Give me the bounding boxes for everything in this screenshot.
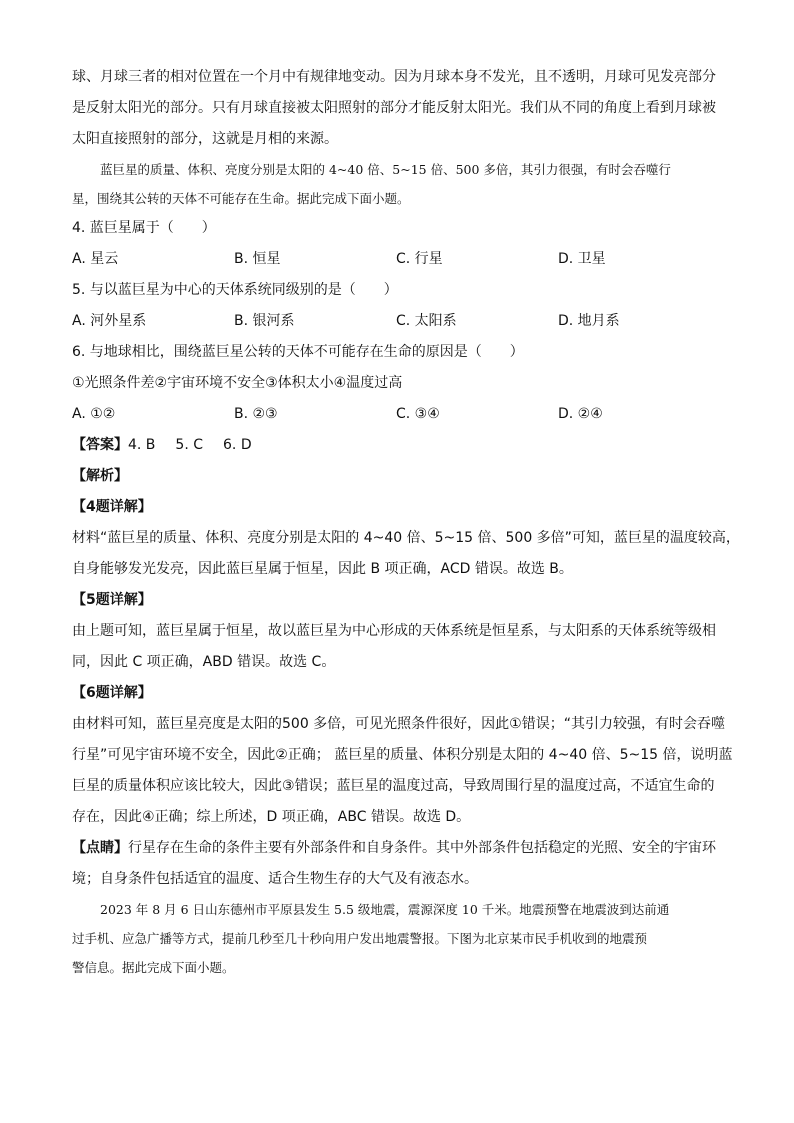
- option-row: [72, 244, 722, 275]
- comment-text: 行星存在生命的条件主要有外部条件和自身条件。其中外部条件包括稳定的光照、安全的宇宙环: [128, 840, 716, 856]
- option-d: D. ②④: [558, 406, 603, 422]
- material-paragraph-1: [72, 155, 722, 213]
- option-c: C. 太阳系: [396, 313, 457, 329]
- detail-line: 存在，因此④正确；综上所述，D 项正确，ABC 错误。故选 D。: [72, 809, 471, 825]
- option-c: C. ③④: [396, 406, 440, 422]
- detail-line: 材料“蓝巨星的质量、体积、亮度分别是太阳的 4~40 倍、5~15 倍、500 多倍”可知，蓝巨星的温度较高，: [72, 530, 740, 546]
- question-stem: 4. 蓝巨星属于（ ）: [72, 220, 216, 236]
- document-page: [72, 62, 740, 982]
- detail-4: [72, 492, 740, 585]
- question-stem: 6. 与地球相比，围绕蓝巨星公转的天体不可能存在生命的原因是（ ）: [72, 344, 524, 360]
- intro-paragraph: [72, 62, 722, 155]
- option-a: A. 星云: [72, 251, 119, 267]
- material-line: 警信息。据此完成下面小题。: [72, 960, 235, 975]
- option-d: D. 卫星: [558, 251, 606, 267]
- analysis-tag: 【解析】: [72, 468, 128, 484]
- option-d: D. 地月系: [558, 313, 620, 329]
- material-line: 星，围绕其公转的天体不可能存在生命。据此完成下面小题。: [72, 191, 410, 206]
- option-row: [72, 399, 722, 430]
- option-row: [72, 306, 722, 337]
- intro-line: 是反射太阳光的部分。只有月球直接被太阳照射的部分才能反射太阳光。我们从不同的角度上看到月球被: [72, 100, 716, 116]
- detail-tag: 【4题详解】: [72, 499, 152, 515]
- intro-line: 太阳直接照射的部分，这就是月相的来源。: [72, 131, 338, 147]
- detail-line: 行星”可见宇宙环境不安全，因此②正确； 蓝巨星的质量、体积分别是太阳的 4~40 倍、5~15 倍，说明蓝: [72, 747, 733, 763]
- question-sub-items: ①光照条件差②宇宙环境不安全③体积太小④温度过高: [72, 375, 403, 391]
- option-b: B. 恒星: [234, 251, 281, 267]
- detail-6: [72, 678, 733, 833]
- detail-line: 同，因此 C 项正确，ABD 错误。故选 C。: [72, 654, 336, 670]
- detail-line: 巨星的质量体积应该比较大，因此③错误；蓝巨星的温度过高，导致周围行星的温度过高，不适宜生命的: [72, 778, 715, 794]
- detail-line: 自身能够发光发亮，因此蓝巨星属于恒星，因此 B 项正确，ACD 错误。故选 B。: [72, 561, 573, 577]
- answer-item: 4. B: [128, 437, 156, 453]
- answer-item: 6. D: [223, 437, 252, 453]
- material-paragraph-2: [72, 895, 722, 982]
- material-line: 过手机、应急广播等方式，提前几秒至几十秒向用户发出地震警报。下图为北京某市民手机收到的地震预: [72, 931, 648, 946]
- question-5: [72, 275, 722, 337]
- question-4: [72, 213, 722, 275]
- question-6: [72, 337, 722, 430]
- answer-line: [72, 430, 722, 461]
- answer-tag: 【答案】: [72, 437, 128, 453]
- detail-5: [72, 585, 722, 678]
- question-stem: 5. 与以蓝巨星为中心的天体系统同级别的是（ ）: [72, 282, 398, 298]
- comment-block: [72, 833, 722, 895]
- option-b: B. ②③: [234, 406, 278, 422]
- option-a: A. 河外星系: [72, 313, 147, 329]
- comment-tag: 【点睛】: [72, 840, 128, 856]
- answer-item: 5. C: [175, 437, 204, 453]
- material-line: 蓝巨星的质量、体积、亮度分别是太阳的 4~40 倍、5~15 倍、500 多倍，其引力很强，有时会吞噬行: [100, 162, 671, 177]
- option-c: C. 行星: [396, 251, 443, 267]
- comment-line: [72, 833, 722, 864]
- intro-line: 球、月球三者的相对位置在一个月中有规律地变动。因为月球本身不发光，且不透明，月球可见发亮部分: [72, 69, 716, 85]
- detail-tag: 【6题详解】: [72, 685, 152, 701]
- detail-line: 由材料可知，蓝巨星亮度是太阳的500 多倍，可见光照条件很好，因此①错误；“其引力较强，有时会吞噬: [72, 716, 725, 732]
- detail-tag: 【5题详解】: [72, 592, 152, 608]
- comment-line: 境；自身条件包括适宜的温度、适合生物生存的大气及有液态水。: [72, 871, 478, 887]
- option-a: A. ①②: [72, 406, 116, 422]
- option-b: B. 银河系: [234, 313, 295, 329]
- detail-line: 由上题可知，蓝巨星属于恒星，故以蓝巨星为中心形成的天体系统是恒星系，与太阳系的天体系统等级相: [72, 623, 716, 639]
- material-line: 2023 年 8 月 6 日山东德州市平原县发生 5.5 级地震，震源深度 10 千米。地震预警在地震波到达前通: [100, 902, 670, 917]
